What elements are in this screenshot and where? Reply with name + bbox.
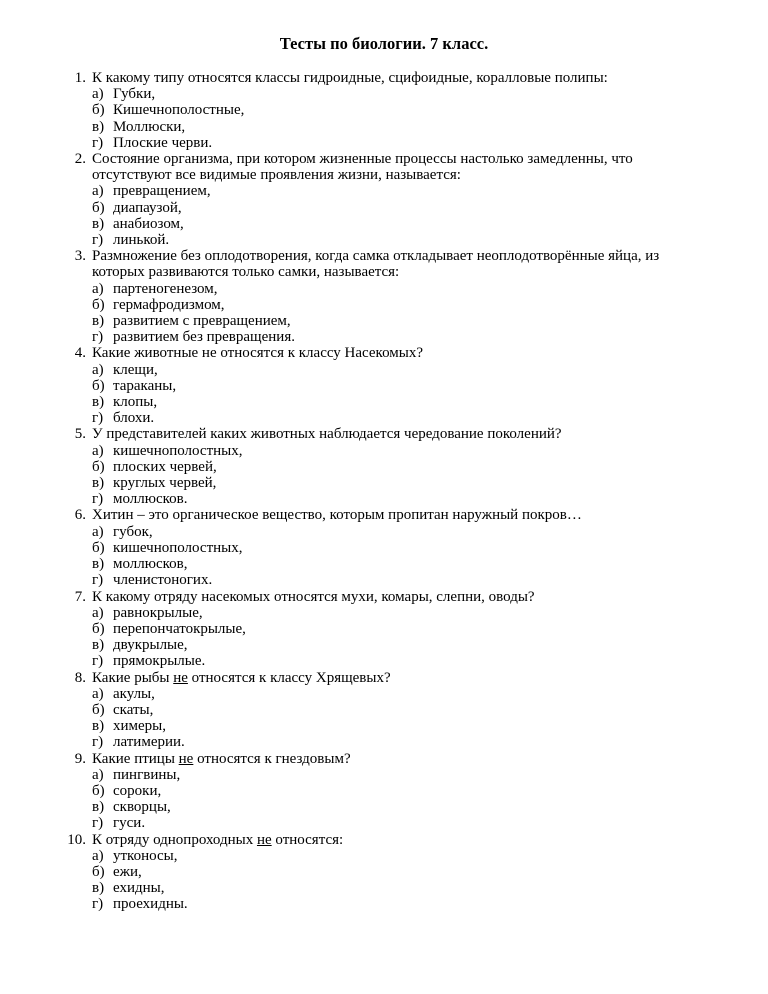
answer-options [92,281,704,346]
option-text: превращением, [113,183,211,200]
question-text [92,589,704,605]
answer-options [92,524,704,589]
option-text: ежи, [113,863,142,880]
option-letter: г) [92,734,104,751]
page-title: Тесты по биологии. 7 класс. [279,34,489,53]
answer-option [92,734,704,750]
option-letter: в) [92,637,105,654]
answer-option [92,783,704,799]
answer-option [92,216,704,232]
answer-option [92,232,704,248]
option-text: моллюсков. [113,491,188,508]
option-text: скаты, [113,701,154,718]
question-2 [0,151,704,248]
answer-options [92,86,704,151]
question-text [92,426,704,442]
answer-options [92,183,704,248]
answer-options [92,686,704,751]
answer-option [92,329,704,345]
answer-option [92,653,704,669]
option-letter: а) [92,183,104,200]
answer-option [92,848,704,864]
option-letter: в) [92,475,105,492]
answer-option [92,896,704,912]
option-text: утконосы, [113,847,178,864]
answer-options [92,362,704,427]
option-text: равнокрылые, [113,604,203,621]
answer-option [92,864,704,880]
option-text: круглых червей, [113,475,217,492]
option-letter: в) [92,215,105,232]
option-letter: б) [92,701,105,718]
question-text [92,345,704,361]
option-letter: а) [92,523,104,540]
option-letter: в) [92,556,105,573]
question-text-part: относятся к классу Хрящевых? [187,669,391,686]
question-text-part: К какому отряду насекомых относятся мухи, комары, слепни, оводы? [92,588,535,605]
answer-option [92,540,704,556]
question-text-part: К отряду однопроходных [92,831,257,848]
answer-option [92,86,704,102]
option-letter: в) [92,718,105,735]
answer-options [92,848,704,913]
option-letter: г) [92,410,104,427]
option-text: членистоногих. [113,572,213,589]
question-text-part: К какому типу относятся классы гидроидные, сцифоидные, коралловые полипы: [92,70,608,86]
question-3 [0,248,704,345]
answer-options [92,767,704,832]
answer-option [92,524,704,540]
answer-option [92,281,704,297]
option-letter: г) [92,572,104,589]
answer-option [92,102,704,118]
emphasis-not: не [178,750,194,767]
question-number: 3. [74,248,86,265]
option-letter: а) [92,361,104,378]
option-letter: г) [92,815,104,832]
option-text: Кишечнополостные, [113,102,245,119]
option-letter: г) [92,653,104,670]
question-5 [0,426,704,507]
question-number: 2. [74,151,86,168]
option-text: диапаузой, [113,199,182,216]
answer-option [92,313,704,329]
answer-option [92,767,704,783]
option-text: гуси. [113,815,146,832]
answer-option [92,686,704,702]
question-text-part: Хитин – это органическое вещество, которым пропитан наружный покров… [92,507,582,524]
answer-options [92,605,704,670]
question-number: 9. [74,750,86,767]
answer-option [92,297,704,313]
option-text: акулы, [113,685,155,702]
answer-option [92,378,704,394]
question-9 [0,751,704,832]
option-text: Плоские черви. [113,134,213,151]
option-letter: б) [92,458,105,475]
option-text: линькой. [113,232,170,249]
option-letter: в) [92,880,105,897]
option-text: губок, [113,523,153,540]
option-text: Губки, [113,86,156,103]
option-text: развитием без превращения. [113,329,295,346]
option-letter: а) [92,847,104,864]
option-text: сороки, [113,782,162,799]
option-letter: г) [92,491,104,508]
question-text-part: Какие рыбы [92,669,174,686]
answer-option [92,362,704,378]
option-text: клещи, [113,361,158,378]
answer-option [92,556,704,572]
option-letter: а) [92,766,104,783]
question-text [92,832,704,848]
option-letter: г) [92,134,104,151]
option-text: плоских червей, [113,458,217,475]
answer-option [92,394,704,410]
question-1 [0,70,704,151]
answer-option [92,815,704,831]
option-letter: а) [92,604,104,621]
question-number: 5. [74,426,86,443]
question-list [0,70,704,913]
emphasis-not: не [173,669,188,686]
answer-option [92,880,704,896]
question-text-part: У представителей каких животных наблюдается чередование поколений? [92,426,562,443]
option-letter: б) [92,199,105,216]
option-text: тараканы, [113,377,177,394]
option-letter: б) [92,539,105,556]
question-number: 1. [74,70,86,86]
option-text: ехидны, [113,880,165,897]
answer-option [92,799,704,815]
question-4 [0,345,704,426]
question-8 [0,670,704,751]
answer-option [92,475,704,491]
option-letter: а) [92,86,104,103]
option-letter: б) [92,102,105,119]
option-text: двукрылые, [113,637,188,654]
option-text: клопы, [113,394,158,411]
option-letter: а) [92,685,104,702]
answer-option [92,183,704,199]
question-number: 4. [74,345,86,362]
question-text [92,670,704,686]
answer-option [92,605,704,621]
option-text: развитием с превращением, [113,313,291,330]
question-text [92,70,704,86]
answer-option [92,491,704,507]
option-letter: б) [92,377,105,394]
option-text: анабиозом, [113,215,184,232]
option-text: перепончатокрылые, [113,620,246,637]
option-text: пингвины, [113,766,181,783]
option-text: латимерии. [113,734,185,751]
option-text: моллюсков, [113,556,188,573]
option-letter: б) [92,782,105,799]
question-text-part: Размножение без оплодотворения, когда самка откладывает неоплодотворённые яйца, из которых развиваются только самки, называется: [92,248,660,281]
answer-option [92,459,704,475]
option-text: партеногенезом, [113,280,218,297]
question-7 [0,589,704,670]
option-letter: б) [92,863,105,880]
option-letter: б) [92,620,105,637]
question-text [92,151,704,183]
answer-option [92,443,704,459]
question-number: 10. [67,831,86,848]
option-text: прямокрылые. [113,653,206,670]
option-letter: в) [92,313,105,330]
option-letter: г) [92,232,104,249]
answer-option [92,135,704,151]
option-text: скворцы, [113,799,171,816]
question-10 [0,832,704,913]
option-letter: в) [92,118,105,135]
question-text [92,507,704,523]
option-letter: а) [92,280,104,297]
answer-option [92,119,704,135]
option-letter: а) [92,442,104,459]
option-text: кишечнополостных, [113,442,243,459]
question-text-part: Какие животные не относятся к классу Насекомых? [92,345,424,362]
option-text: химеры, [113,718,167,735]
option-text: блохи. [113,410,155,427]
option-text: проехидны. [113,896,188,913]
answer-option [92,718,704,734]
option-letter: г) [92,329,104,346]
option-text: кишечнополостных, [113,539,243,556]
question-number: 7. [74,588,86,605]
answer-option [92,637,704,653]
answer-option [92,702,704,718]
answer-option [92,410,704,426]
option-text: гермафродизмом, [113,296,225,313]
question-text-part: относятся к гнездовым? [193,750,351,767]
question-text [92,248,704,280]
answer-option [92,200,704,216]
question-number: 6. [74,507,86,524]
question-text-part: Какие птицы [92,750,179,767]
option-letter: в) [92,799,105,816]
question-6 [0,507,704,588]
answer-options [92,443,704,508]
answer-option [92,621,704,637]
option-letter: г) [92,896,104,913]
option-text: Моллюски, [113,118,186,135]
emphasis-not: не [256,831,272,848]
option-letter: б) [92,296,105,313]
question-text-part: Состояние организма, при котором жизненные процессы настолько замедленны, что отсутствуют все видимые проявления жизни, называется: [92,151,633,184]
question-number: 8. [74,669,86,686]
answer-option [92,572,704,588]
question-text [92,751,704,767]
question-text-part: относятся: [271,831,344,848]
option-letter: в) [92,394,105,411]
